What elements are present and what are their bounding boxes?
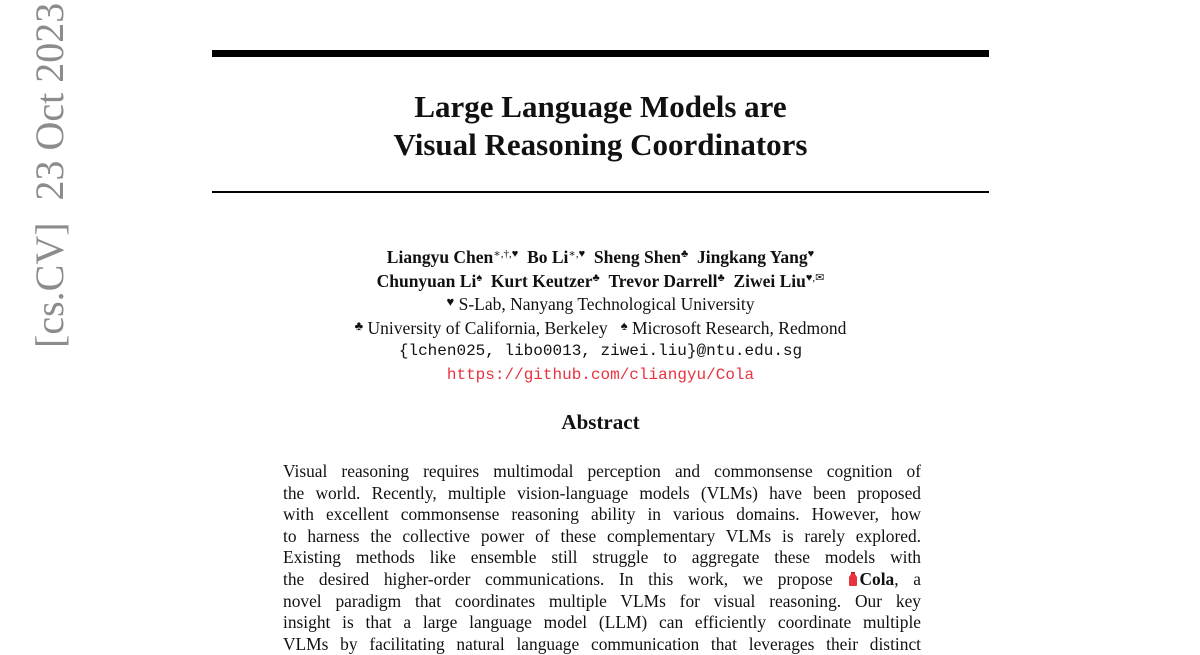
author-marks: ♣ [680, 248, 689, 260]
affiliation-text: University of California, Berkeley [367, 317, 608, 338]
abstract-line: Visual reasoning requires multimodal perception and commonsense cognition of [283, 461, 921, 481]
author-name: Ziwei Liu [733, 270, 806, 291]
cola-bottle-icon [847, 572, 859, 586]
author-marks: ♥ [807, 248, 815, 260]
abstract-line: VLMs by facilitating natural language communication that leverages their distinct [283, 633, 921, 654]
abstract-line: novel paradigm that coordinates multiple VLMs for visual reasoning. Our key [283, 590, 921, 611]
abstract-line-text: the desired higher-order communications. In this work, we propose [283, 568, 833, 589]
abstract-line: insight is that a large language model (LLM) can efficiently coordinate multiple [283, 612, 921, 633]
author-marks: ♠ [476, 271, 483, 284]
abstract-heading: Abstract [561, 410, 640, 434]
title-line-2: Visual Reasoning Coordinators [393, 127, 808, 162]
author-name: Trevor Darrell [608, 270, 718, 291]
author-name: Jingkang Yang [696, 247, 808, 267]
abstract-body [283, 461, 921, 655]
affiliation-2 [212, 317, 989, 341]
title-bottom-rule [212, 191, 989, 193]
abstract-line: Existing methods like ensemble still struggle to aggregate these models with [283, 547, 921, 568]
author-block [212, 246, 989, 387]
author-name: Chunyuan Li [376, 270, 477, 291]
spade-mark-icon: ♠ [620, 317, 628, 333]
heart-mark-icon: ♥ [446, 294, 455, 309]
abstract-line: with excellent commonsense reasoning ability in various domains. However, how [283, 504, 921, 525]
author-name: Liangyu Chen [386, 247, 494, 267]
abstract-line-tail: , a [894, 568, 921, 589]
author-marks: ∗,♥ [568, 248, 586, 260]
author-marks: ♣ [592, 271, 600, 284]
arxiv-stamp [28, 3, 72, 348]
top-thick-rule [212, 50, 989, 57]
author-name: Kurt Keutzer [490, 270, 593, 291]
title-line-1: Large Language Models are [414, 89, 787, 124]
author-name: Sheng Shen [593, 247, 681, 267]
author-marks: ♣ [717, 271, 725, 284]
author-name: Bo Li [527, 247, 569, 267]
arxiv-category: [cs.CV] [27, 222, 72, 348]
affiliation-text: Microsoft Research, Redmond [632, 317, 847, 338]
author-row-2 [212, 270, 989, 294]
arxiv-date: 23 Oct 2023 [27, 2, 72, 201]
author-row-1 [212, 246, 989, 270]
affiliation-1 [212, 293, 989, 317]
paper-title [212, 88, 989, 164]
cola-name: Cola [859, 568, 895, 589]
author-emails: {lchen025, libo0013, ziwei.liu}@ntu.edu.sg [398, 342, 803, 360]
author-marks: ∗,†,♥ [493, 248, 519, 260]
club-mark-icon: ♣ [354, 317, 364, 333]
github-link[interactable]: https://github.com/cliangyu/Cola [446, 365, 755, 384]
abstract-line-cola [283, 569, 921, 591]
abstract-line: to harness the collective power of these complementary VLMs is rarely explored. [283, 525, 921, 546]
affiliation-text: S-Lab, Nanyang Technological University [458, 294, 755, 314]
author-marks: ♥,✉ [805, 271, 825, 284]
abstract-line: the world. Recently, multiple vision-language models (VLMs) have been proposed [283, 482, 921, 503]
